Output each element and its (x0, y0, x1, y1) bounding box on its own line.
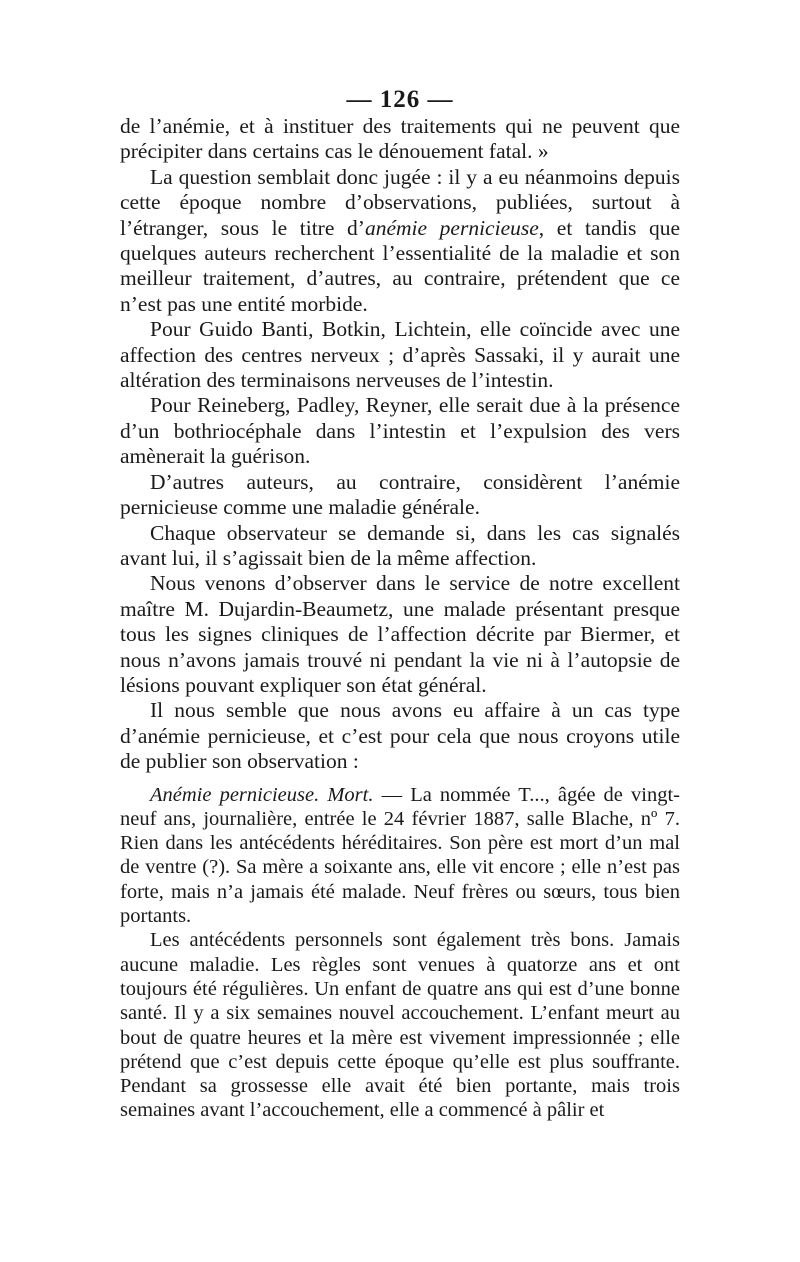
paragraph-text: La question semblait donc jugée : il y a eu néanmoins depuis cette époque nombre d’observations, publiées, surtout à l’étranger, sous le titre d’ (120, 164, 680, 240)
paragraph-parasite-theory: Pour Reineberg, Padley, Reyner, elle serait due à la présence d’un bothriocéphale dans l’intestin et l’expulsion des vers amènerait la guérison. (120, 393, 680, 469)
observation-title: Anémie pernicieuse. Mort. (150, 783, 374, 806)
paragraph-personal-history: Les antécédents personnels sont également très bons. Jamais aucune maladie. Les règles sont venues à quatorze ans et ont toujours été régulières. Un enfant de quatre ans qui est d’une bonne santé. Il y a six semaines nouvel accouchement. L’enfant meurt au bout de quatre heures et la mère est vivement impressionnée ; elle prétend que c’est depuis cette époque qu’elle est plus souffrante. Pendant sa grossesse elle avait été bien portante, mais trois semaines avant l’accouchement, elle a commencé à pâlir et (120, 929, 680, 1122)
paragraph-case-observed: Nous venons d’observer dans le service de notre excellent maître M. Dujardin-Beaumetz, une malade présentant presque tous les signes cliniques de l’affection décrite par Biermer, et nous n’avons jamais trouvé ni pendant la vie ni à l’autopsie de lésions pouvant expliquer son état général. (120, 571, 680, 697)
paragraph-continuation: de l’anémie, et à instituer des traitements qui ne peuvent que précipiter dans certains cas le dénouement fatal. » (120, 114, 680, 164)
paragraph-nervous-theory: Pour Guido Banti, Botkin, Lichtein, elle coïncide avec une affection des centres nerveux ; d’après Sassaki, il y aurait une altération des terminaisons nerveuses de l’intestin. (120, 317, 680, 393)
paragraph-observer-question: Chaque observateur se demande si, dans les cas signalés avant lui, il s’agissait bien de la même affection. (120, 520, 680, 570)
paragraph-text: , et tandis que quelques auteurs recherchent l’essentialité de la maladie et son meilleur traitement, d’autres, au contraire, prétendent que ce n’est pas une entité morbide. (120, 215, 681, 316)
observation-heading-paragraph (120, 783, 680, 929)
body-text (120, 114, 680, 1123)
paragraph-general-disease: D’autres auteurs, au contraire, considèrent l’anémie pernicieuse comme une maladie générale. (120, 469, 680, 520)
paragraph-text: — La nommée T..., âgée de vingt-neuf ans, journalière, entrée le 24 février 1887, salle Blache, nº 7. Rien dans les antécédents héréditaires. Son père est mort d’un mal de ventre (?). Sa mère a soixante ans, elle vit encore ; elle n’est pas forte, mais n’a jamais été malade. Neuf frères ou sœurs, tous bien portants. (120, 783, 680, 928)
page-number: — 126 — (346, 86, 454, 113)
italic-term: anémie pernicieuse (364, 215, 539, 240)
paragraph-question-judged (120, 165, 680, 317)
paragraph-publish-intent: Il nous semble que nous avons eu affaire à un cas type d’anémie pernicieuse, et c’est pour cela que nous croyons utile de publier son observation : (120, 698, 680, 774)
